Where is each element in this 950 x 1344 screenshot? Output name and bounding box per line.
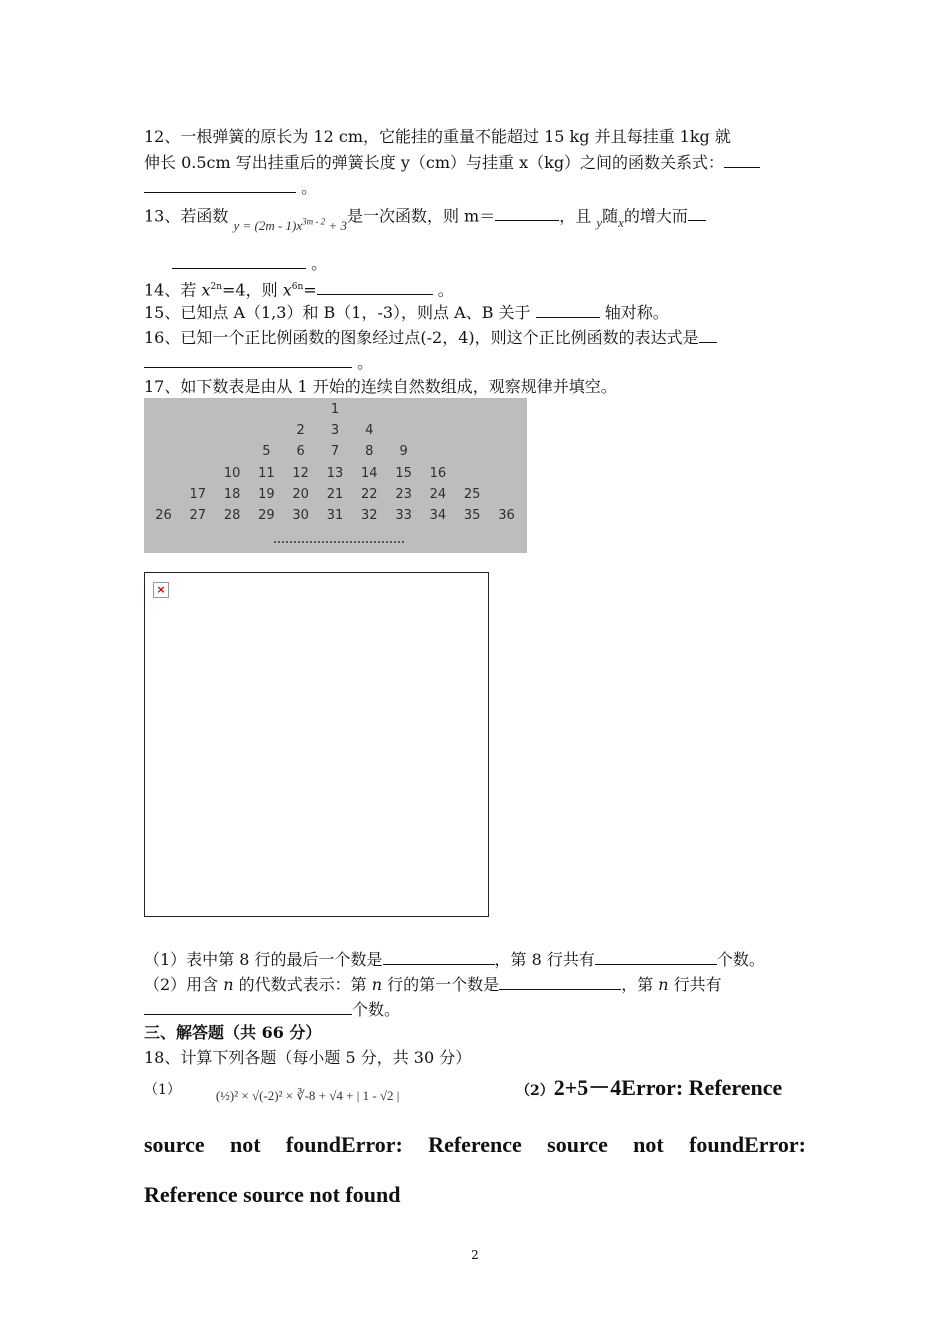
table-number: 13 [326, 465, 344, 481]
q14 [144, 277, 454, 300]
q13-var-y: y [596, 215, 603, 231]
table-number: 22 [361, 486, 378, 502]
q18-p1-label: （1） [144, 1082, 181, 1098]
table-number: 29 [258, 508, 275, 523]
table-number: 25 [463, 486, 481, 502]
q13-line2 [144, 253, 327, 274]
q14-exp2: 6n [291, 282, 304, 292]
table-number: 31 [326, 508, 344, 523]
table-number: 4 [365, 423, 374, 439]
q13-formula-main: y = (2m - 1)x [233, 218, 303, 234]
table-number: 28 [223, 508, 241, 523]
q17-sub1-c: 个数。 [716, 950, 765, 969]
q17-blank-1 [383, 949, 495, 965]
table-number: 35 [463, 508, 481, 523]
q18-p1-formula: (½)² × √(-2)² × ∛-8 + √4 + | 1 - √2 | [215, 1088, 400, 1103]
table-number: 34 [429, 508, 447, 523]
q12-line3 [144, 177, 317, 198]
q13-var-x: x [618, 215, 624, 231]
q17-sub1 [144, 949, 765, 970]
q17-sub2-d: ，第 [621, 975, 659, 994]
broken-image-icon: × [153, 582, 169, 598]
q13-and: ，且 [559, 206, 592, 226]
q18-part2 [516, 1074, 782, 1105]
q15-blank [536, 302, 600, 318]
table-number: 6 [296, 444, 305, 460]
table-number: 14 [361, 465, 378, 481]
table-number: 21 [326, 486, 344, 502]
q13-line1 [144, 203, 706, 234]
table-number: 32 [361, 508, 378, 523]
q17-text: 17、如下数表是由从 1 开始的连续自然数组成，观察规律并填空。 [144, 377, 617, 396]
q14-prefix: 14、若 [144, 280, 202, 300]
q12-blank-b [144, 177, 296, 193]
continuation-dots [274, 538, 404, 543]
table-number: 18 [223, 486, 241, 502]
table-number: 33 [395, 508, 412, 523]
table-number: 7 [330, 444, 340, 460]
q15 [144, 302, 669, 323]
table-number: 30 [292, 508, 309, 523]
page-number: 2 [471, 1248, 479, 1262]
table-number: 27 [189, 508, 207, 523]
q14-end: 。 [437, 280, 454, 300]
q17-sub1-a: （1）表中第 8 行的最后一个数是 [144, 950, 383, 969]
q12-line2 [144, 152, 760, 173]
q17-blank-3 [499, 974, 621, 990]
q13-suffix: 的增大而 [623, 206, 688, 226]
q13-end: 。 [311, 254, 328, 273]
q12-blank-a [724, 152, 760, 168]
q17-blank-2 [595, 949, 717, 965]
table-number: 17 [189, 486, 207, 502]
q14-mid: =4，则 [222, 280, 283, 300]
q14-blank [317, 279, 433, 295]
table-number: 10 [223, 465, 241, 481]
table-number: 12 [292, 465, 309, 481]
q16-blank-a [699, 327, 717, 343]
table-number: 19 [258, 486, 275, 502]
q17-sub2 [144, 974, 722, 995]
q18-p2-line2: source not foundError: Reference source not foundError: [144, 1132, 806, 1157]
table-number: 23 [395, 486, 412, 502]
q13-sui: 随 [602, 206, 619, 226]
q15-suffix: 轴对称。 [604, 303, 669, 322]
q12-end: 。 [301, 178, 318, 197]
q17-sub2-f: 个数。 [352, 1000, 401, 1019]
q18-p2-line3: Reference source not found [144, 1182, 401, 1207]
table-number: 8 [365, 444, 374, 460]
q12-line2-text: 伸长 0.5cm 写出挂重后的弹簧长度 y（cm）与挂重 x（kg）之间的函数关系式： [144, 153, 725, 172]
q17-blank-4 [144, 999, 352, 1015]
table-number: 1 [330, 402, 340, 417]
table-number: 24 [429, 486, 447, 502]
q17-sub2-a: （2）用含 [144, 975, 224, 994]
q13-prefix: 13、若函数 [144, 206, 229, 226]
q16-text: 16、已知一个正比例函数的图象经过点(-2，4)，则这个正比例函数的表达式是 [144, 328, 699, 347]
q13-formula-exp: 3m - 2 [302, 217, 326, 227]
q14-exp1: 2n [210, 282, 223, 292]
section-3-heading: 三、解答题（共 66 分） [144, 1023, 322, 1042]
q16-end: 。 [357, 353, 374, 372]
q12-line1: 12、一根弹簧的原长为 12 cm，它能挂的重量不能超过 15 kg 并且每挂重 1kg 就 [144, 127, 731, 146]
q14-eq: = [303, 280, 317, 300]
q17-sub1-b: ，第 8 行共有 [494, 950, 595, 969]
q16-blank-b [144, 352, 352, 368]
table-number: 26 [155, 508, 172, 523]
q13-blank-m [495, 205, 559, 221]
q15-text: 15、已知点 A（1,3）和 B（1，-3），则点 A、B 关于 [144, 303, 531, 322]
q18-p2-label: （2） [516, 1083, 554, 1099]
table-number: 9 [399, 444, 408, 460]
q17-sub2-b: 的代数式表示：第 [233, 975, 372, 994]
table-number: 3 [330, 423, 340, 439]
q14-x1: x [201, 280, 211, 300]
q18-p2-line1: 2+5－4Error: Reference [553, 1075, 783, 1100]
q18-part1 [144, 1080, 400, 1103]
table-number: 16 [429, 465, 447, 481]
table-number: 2 [296, 423, 305, 439]
q18-text: 18、计算下列各题（每小题 5 分，共 30 分） [144, 1048, 472, 1067]
table-number: 20 [292, 486, 309, 502]
q13-formula [233, 218, 346, 233]
q17-sub2-n3: n [658, 975, 669, 994]
image-placeholder-frame [144, 572, 489, 917]
q17-sub2-n1: n [223, 975, 234, 994]
table-number: 36 [498, 508, 515, 523]
q13-blank-d [172, 253, 306, 269]
q17-sub2-c: 行的第一个数是 [382, 975, 500, 994]
q17-sub2-cont [144, 999, 400, 1020]
table-number: 11 [258, 465, 275, 481]
q17-sub2-n2: n [371, 975, 383, 994]
q13-formula-tail: + 3 [325, 218, 347, 234]
q16-line2 [144, 352, 373, 373]
q13-mid: 是一次函数，则 m＝ [346, 206, 496, 226]
q17-sub2-e: 行共有 [668, 975, 722, 994]
q16-line1 [144, 327, 717, 348]
table-number: 15 [395, 465, 412, 481]
table-number: 5 [262, 444, 271, 460]
q14-x2: x [282, 280, 292, 300]
q13-blank-c [688, 205, 706, 221]
number-table-photo [144, 398, 527, 553]
